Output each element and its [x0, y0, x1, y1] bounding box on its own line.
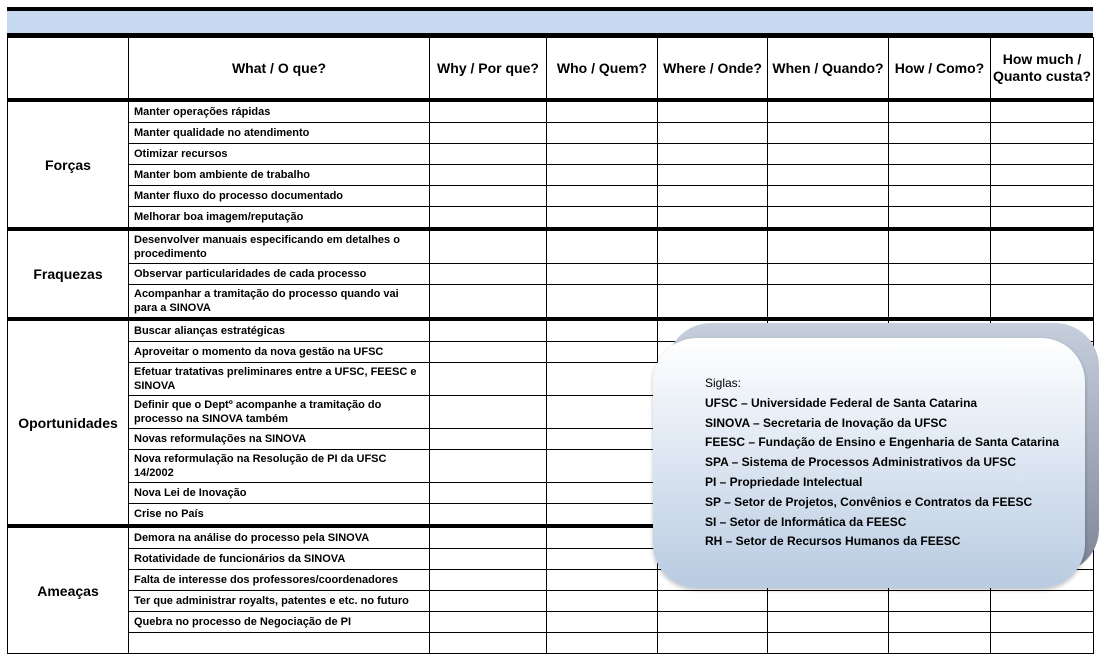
empty-cell [547, 207, 658, 230]
callout-line: RH – Setor de Recursos Humanos da FEESC [705, 534, 961, 549]
empty-cell [658, 285, 768, 320]
empty-cell [991, 633, 1094, 654]
empty-cell [658, 612, 768, 633]
what-cell: Desenvolver manuais especificando em detalhes o procedimento [129, 229, 430, 264]
table-row [8, 100, 1094, 123]
empty-cell [658, 633, 768, 654]
table-row [8, 591, 1094, 612]
empty-cell [658, 186, 768, 207]
empty-cell [889, 264, 991, 285]
empty-cell [547, 342, 658, 363]
table-row [8, 264, 1094, 285]
empty-cell [547, 396, 658, 429]
empty-cell [991, 612, 1094, 633]
what-cell: Rotatividade de funcionários da SINOVA [129, 549, 430, 570]
table-row [8, 144, 1094, 165]
what-cell: Aproveitar o momento da nova gestão na UFSC [129, 342, 430, 363]
empty-cell [889, 100, 991, 123]
empty-cell [658, 591, 768, 612]
empty-cell [547, 504, 658, 527]
empty-cell [991, 186, 1094, 207]
what-cell: Nova reformulação na Resolução de PI da UFSC 14/2002 [129, 450, 430, 483]
empty-cell [430, 633, 547, 654]
empty-cell [547, 264, 658, 285]
acronyms-callout [653, 338, 1085, 588]
table-row [8, 165, 1094, 186]
empty-cell [547, 100, 658, 123]
empty-cell [430, 612, 547, 633]
empty-cell [547, 526, 658, 549]
what-cell: Definir que o Deptº acompanhe a tramitação do processo na SINOVA também [129, 396, 430, 429]
what-cell: Manter fluxo do processo documentado [129, 186, 430, 207]
category-cell: Forças [8, 100, 129, 229]
what-cell: Manter bom ambiente de trabalho [129, 165, 430, 186]
empty-cell [991, 264, 1094, 285]
col-header-what: What / O que? [129, 38, 430, 101]
table-row [8, 285, 1094, 320]
header-bar [7, 7, 1093, 37]
empty-cell [547, 633, 658, 654]
table-row [8, 633, 1094, 654]
what-cell: Melhorar boa imagem/reputação [129, 207, 430, 230]
empty-cell [768, 264, 889, 285]
empty-cell [991, 165, 1094, 186]
empty-cell [768, 144, 889, 165]
empty-cell [430, 570, 547, 591]
empty-cell [430, 319, 547, 342]
empty-cell [768, 612, 889, 633]
empty-cell [768, 100, 889, 123]
empty-cell [547, 612, 658, 633]
what-cell: Manter operações rápidas [129, 100, 430, 123]
empty-cell [889, 207, 991, 230]
what-cell: Otimizar recursos [129, 144, 430, 165]
what-cell: Observar particularidades de cada processo [129, 264, 430, 285]
col-header-when: When / Quando? [768, 38, 889, 101]
empty-cell [889, 591, 991, 612]
empty-cell [430, 591, 547, 612]
empty-cell [768, 165, 889, 186]
callout-line: SPA – Sistema de Processos Administrativos da UFSC [705, 455, 1016, 470]
empty-cell [889, 144, 991, 165]
empty-cell [889, 285, 991, 320]
empty-cell [547, 186, 658, 207]
empty-cell [430, 144, 547, 165]
empty-cell [658, 207, 768, 230]
empty-cell [991, 144, 1094, 165]
empty-cell [547, 319, 658, 342]
empty-cell [547, 483, 658, 504]
empty-cell [547, 123, 658, 144]
what-cell: Buscar alianças estratégicas [129, 319, 430, 342]
what-cell: Nova Lei de Inovação [129, 483, 430, 504]
what-cell: Acompanhar a tramitação do processo quando vai para a SINOVA [129, 285, 430, 320]
empty-cell [658, 144, 768, 165]
empty-cell [430, 123, 547, 144]
table-row [8, 207, 1094, 230]
callout-line: SP – Setor de Projetos, Convênios e Contratos da FEESC [705, 494, 1033, 509]
empty-cell [430, 549, 547, 570]
empty-cell [430, 483, 547, 504]
empty-cell [430, 396, 547, 429]
what-cell: Demora na análise do processo pela SINOVA [129, 526, 430, 549]
empty-cell [547, 570, 658, 591]
empty-cell [991, 285, 1094, 320]
empty-cell [768, 207, 889, 230]
empty-cell [658, 100, 768, 123]
header-row [8, 38, 1094, 101]
what-cell [129, 633, 430, 654]
empty-cell [547, 285, 658, 320]
empty-cell [547, 144, 658, 165]
empty-cell [889, 612, 991, 633]
empty-cell [430, 229, 547, 264]
empty-cell [991, 229, 1094, 264]
empty-cell [658, 229, 768, 264]
category-cell: Ameaças [8, 526, 129, 654]
empty-cell [430, 429, 547, 450]
empty-cell [658, 264, 768, 285]
table-row [8, 123, 1094, 144]
empty-cell [547, 591, 658, 612]
empty-cell [547, 450, 658, 483]
what-cell: Falta de interesse dos professores/coordenadores [129, 570, 430, 591]
what-cell: Efetuar tratativas preliminares entre a UFSC, FEESC e SINOVA [129, 363, 430, 396]
what-cell: Quebra no processo de Negociação de PI [129, 612, 430, 633]
callout-line: PI – Propriedade Intelectual [705, 474, 863, 489]
table-row [8, 186, 1094, 207]
what-cell: Crise no País [129, 504, 430, 527]
empty-cell [430, 165, 547, 186]
empty-cell [430, 100, 547, 123]
col-header-where: Where / Onde? [658, 38, 768, 101]
empty-cell [430, 526, 547, 549]
empty-cell [889, 123, 991, 144]
empty-cell [430, 504, 547, 527]
callout-text [705, 374, 1059, 552]
empty-cell [547, 165, 658, 186]
empty-cell [430, 285, 547, 320]
empty-cell [889, 186, 991, 207]
callout-line: UFSC – Universidade Federal de Santa Catarina [705, 395, 978, 410]
empty-cell [547, 429, 658, 450]
empty-cell [991, 207, 1094, 230]
category-cell: Fraquezas [8, 229, 129, 319]
col-header-why: Why / Por que? [430, 38, 547, 101]
table-row [8, 229, 1094, 264]
empty-cell [658, 165, 768, 186]
empty-cell [768, 633, 889, 654]
empty-cell [430, 363, 547, 396]
callout-line: SINOVA – Secretaria de Inovação da UFSC [705, 415, 948, 430]
what-cell: Manter qualidade no atendimento [129, 123, 430, 144]
empty-cell [768, 123, 889, 144]
empty-cell [768, 186, 889, 207]
empty-cell [430, 186, 547, 207]
callout-line: FEESC – Fundação de Ensino e Engenharia de Santa Catarina [705, 435, 1060, 450]
col-header-who: Who / Quem? [547, 38, 658, 101]
what-cell: Novas reformulações na SINOVA [129, 429, 430, 450]
empty-cell [991, 100, 1094, 123]
empty-cell [430, 264, 547, 285]
empty-cell [658, 123, 768, 144]
empty-cell [889, 633, 991, 654]
callout-title: Siglas: [705, 376, 742, 390]
empty-cell [889, 165, 991, 186]
empty-cell [768, 591, 889, 612]
callout-line: SI – Setor de Informática da FEESC [705, 514, 907, 529]
col-header-how-much: How much / Quanto custa? [991, 38, 1094, 101]
empty-cell [430, 342, 547, 363]
empty-cell [547, 363, 658, 396]
category-cell: Oportunidades [8, 319, 129, 526]
empty-cell [991, 123, 1094, 144]
empty-cell [768, 229, 889, 264]
empty-cell [991, 591, 1094, 612]
corner-cell [8, 38, 129, 101]
col-header-how: How / Como? [889, 38, 991, 101]
empty-cell [547, 549, 658, 570]
empty-cell [547, 229, 658, 264]
what-cell: Ter que administrar royalts, patentes e etc. no futuro [129, 591, 430, 612]
empty-cell [889, 229, 991, 264]
table-row [8, 612, 1094, 633]
empty-cell [768, 285, 889, 320]
empty-cell [430, 450, 547, 483]
empty-cell [430, 207, 547, 230]
